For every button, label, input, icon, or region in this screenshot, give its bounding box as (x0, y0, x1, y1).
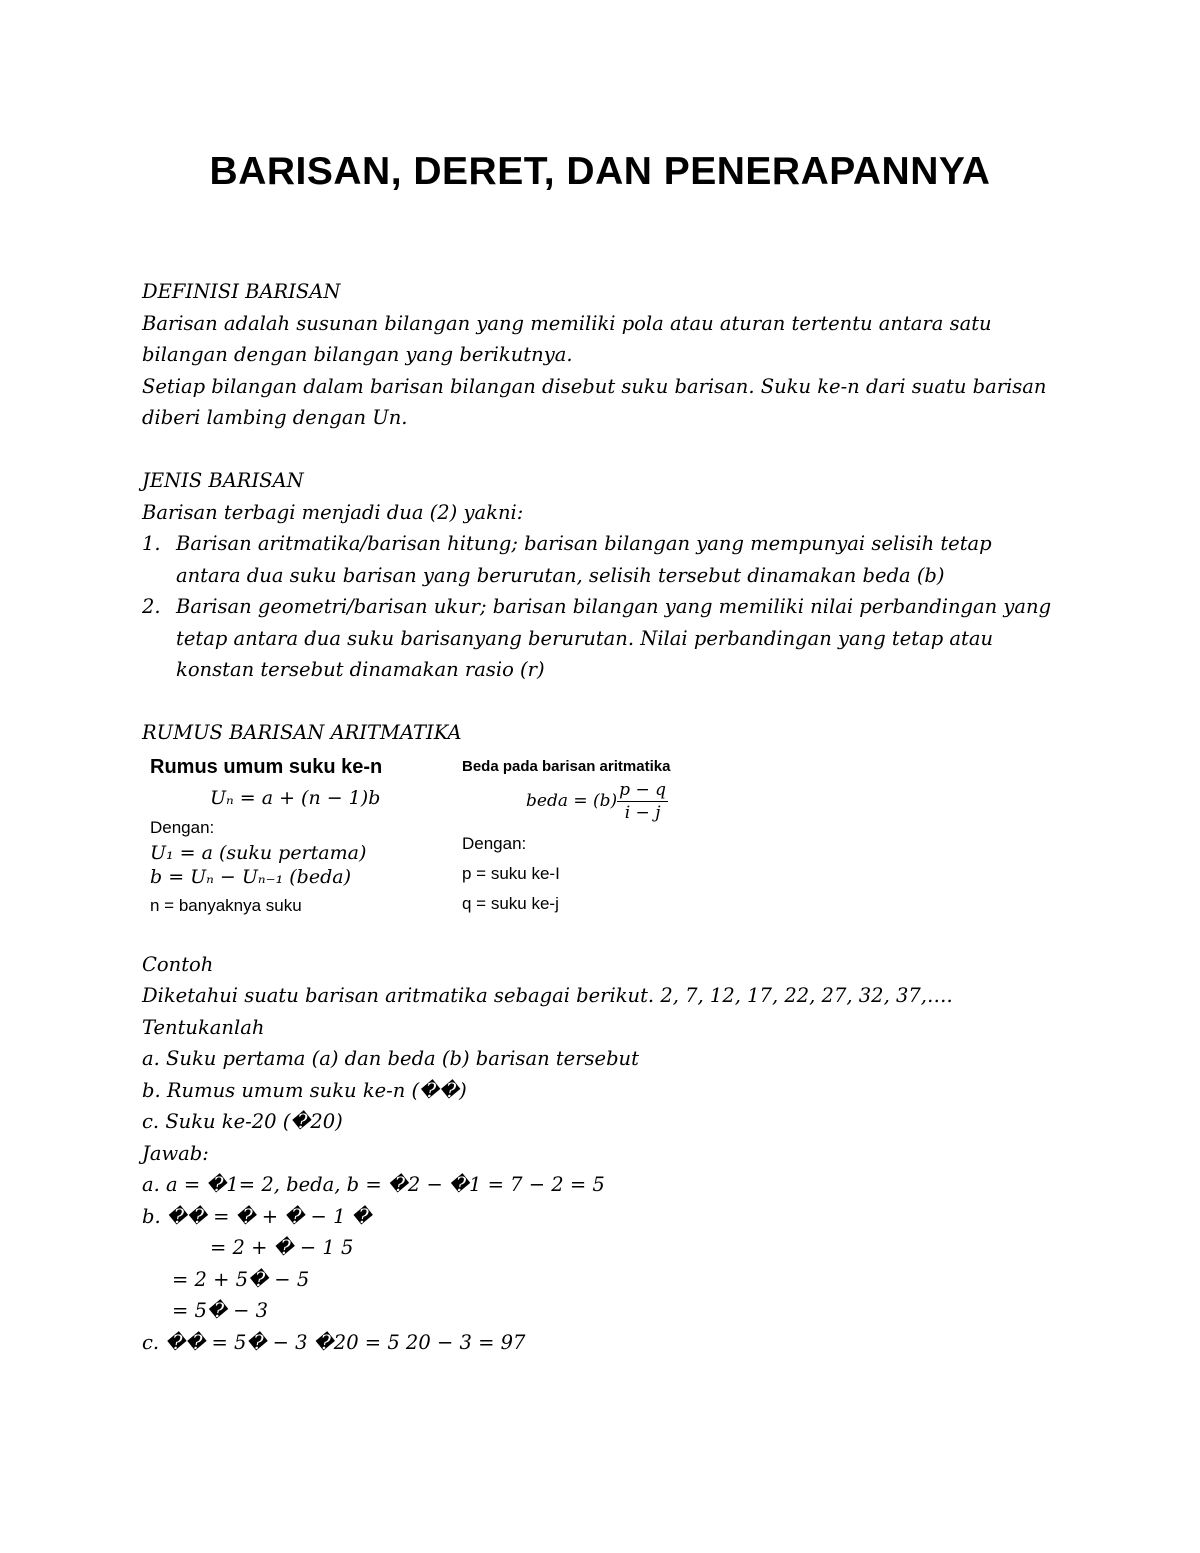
definisi-paragraph-2: Setiap bilangan dalam barisan bilangan disebut suku barisan. Suku ke-n dari suatu barisan diberi lambing dengan Un. (142, 374, 1047, 429)
contoh-line: a. Suku pertama (a) dan beda (b) barisan tersebut (142, 1047, 639, 1070)
contoh-line: b. �� = � + � − 1 � (142, 1204, 372, 1228)
formula-left-heading: Rumus umum suku ke-n (150, 755, 383, 778)
contoh-line: = 2 + � − 1 5 (210, 1236, 354, 1259)
list-text: Barisan aritmatika/barisan hitung; barisan bilangan yang mempunyai selisih tetap antara dua suku barisan yang berurutan, selisih tersebut dinamakan beda (b) (176, 532, 992, 587)
list-item (142, 528, 1062, 591)
jenis-heading: JENIS BARISAN (142, 469, 304, 492)
fraction-denominator: i − j (624, 802, 661, 823)
formula-fraction (617, 779, 668, 824)
definisi-heading: DEFINISI BARISAN (142, 280, 341, 303)
list-text: Barisan geometri/barisan ukur; barisan bilangan yang memiliki nilai perbandingan yang tetap antara dua suku barisanyang berurutan. Nilai perbandingan yang tetap atau konstan tersebut dinamakan rasio (r) (176, 595, 1052, 681)
formula-image (142, 749, 1062, 949)
page-title: BARISAN, DERET, DAN PENERAPANNYA (209, 150, 991, 193)
contoh-line: c. �� = 5� − 3 �20 = 5 20 − 3 = 97 (142, 1330, 526, 1354)
document-body (142, 276, 1062, 1358)
formula-q: q = suku ke-j (462, 893, 559, 913)
formula-dengan-left: Dengan: (150, 817, 215, 837)
formula-u1: U₁ = a (suku pertama) (150, 841, 367, 864)
contoh-heading: Contoh (142, 952, 214, 976)
formula-right-column (462, 749, 782, 919)
contoh-line: = 2 + 5� − 5 (172, 1267, 310, 1291)
formula-b: b = Uₙ − Uₙ₋₁ (beda) (150, 865, 351, 888)
fraction-numerator: p − q (619, 779, 666, 800)
contoh-line: b. Rumus umum suku ke-n (��) (142, 1078, 467, 1102)
formula-left-column (150, 749, 480, 923)
formula-beda-lhs: beda = (b) (526, 790, 618, 811)
contoh-line: = 5� − 3 (172, 1299, 269, 1322)
formula-un: Uₙ = a + (n − 1)b (210, 786, 381, 809)
list-item (142, 591, 1062, 686)
contoh-line: c. Suku ke-20 (�20) (142, 1110, 343, 1133)
contoh-line: Diketahui suatu barisan aritmatika sebagai berikut. 2, 7, 12, 17, 22, 27, 32, 37,…. (142, 984, 953, 1007)
contoh-line: a. a = �1= 2, beda, b = �2 − �1 = 7 − 2 = 5 (142, 1173, 605, 1196)
list-number: 2. (142, 595, 161, 618)
formula-beda (462, 779, 782, 829)
rumus-heading: RUMUS BARISAN ARITMATIKA (142, 721, 462, 744)
formula-p: p = suku ke-I (462, 863, 560, 883)
formula-dengan-right: Dengan: (462, 833, 527, 853)
jenis-intro: Barisan terbagi menjadi dua (2) yakni: (142, 500, 524, 524)
contoh-line: Jawab: (142, 1141, 209, 1165)
contoh-line: Tentukanlah (142, 1015, 265, 1039)
list-number: 1. (142, 532, 161, 555)
formula-right-heading: Beda pada barisan aritmatika (462, 757, 671, 775)
formula-n: n = banyaknya suku (150, 895, 302, 915)
definisi-paragraph-1: Barisan adalah susunan bilangan yang memiliki pola atau aturan tertentu antara satu bilangan dengan bilangan yang berikutnya. (142, 311, 992, 366)
